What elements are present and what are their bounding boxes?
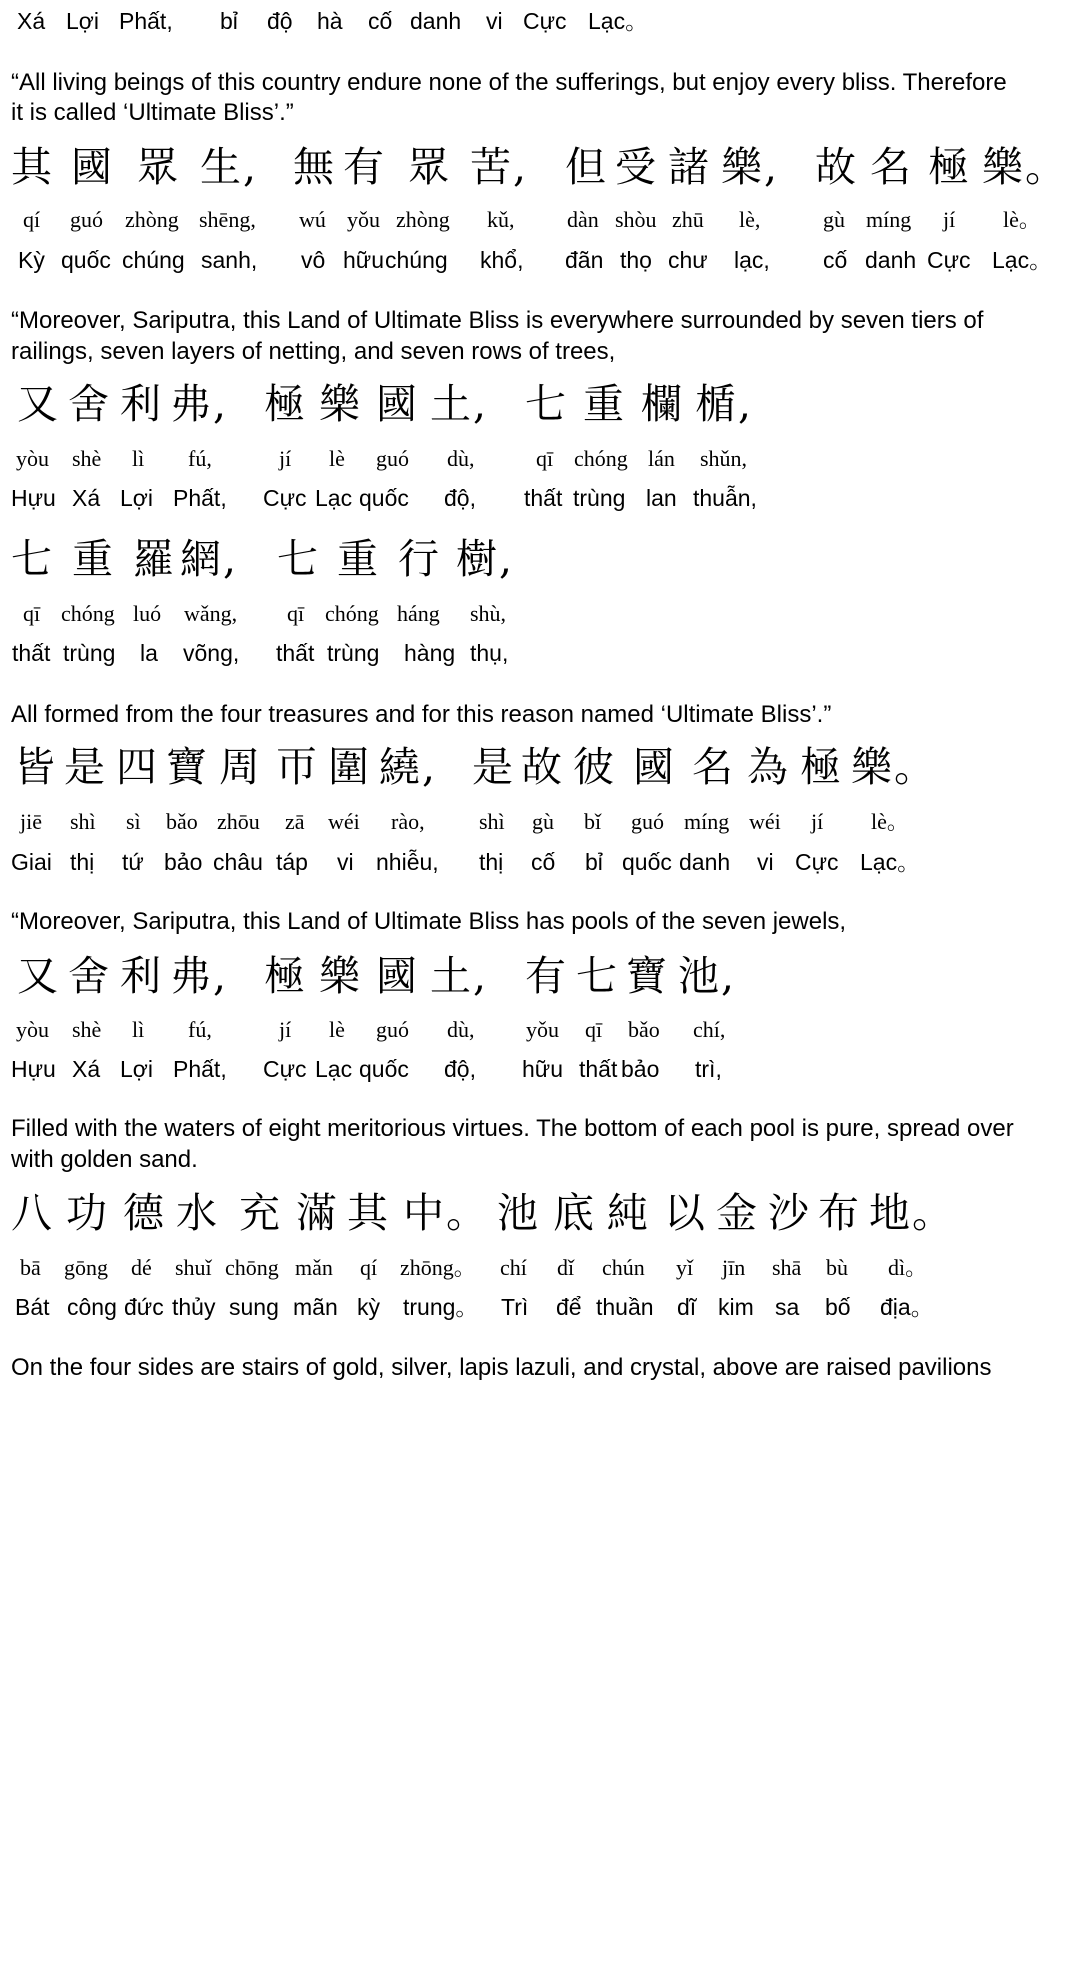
pinyin-syllable: shì [70,809,96,834]
vietnamese-word: bỉ [585,849,603,875]
chinese-character: 樂 [319,952,362,1000]
vietnamese-word: tứ [122,849,144,875]
vietnamese-word: táp [276,849,308,875]
chinese-character: 名 [870,143,913,191]
vietnamese-word: dĩ [677,1294,697,1320]
vietnamese-word: lạc, [734,247,770,273]
english-translation-line: “Moreover, Sariputra, this Land of Ultimate Bliss has pools of the seven jewels, [11,908,847,935]
pinyin-syllable: lè。 [871,809,909,834]
chinese-character: 樂。 [982,143,1068,191]
chinese-character: 純 [607,1189,650,1237]
vietnamese-word: Cực [927,247,971,273]
chinese-character: 極 [928,143,971,191]
vietnamese-word: quốc [61,247,111,273]
pinyin-syllable: shā [772,1255,802,1280]
chinese-character: 眾 [137,143,180,191]
vietnamese-word: Giai [11,849,52,875]
chinese-character: 帀 [276,743,319,791]
chinese-character: 水 [176,1189,219,1237]
vietnamese-word: sa [775,1294,800,1320]
pinyin-syllable: zhōng。 [400,1255,476,1280]
vietnamese-word: Lạc。 [992,247,1053,273]
chinese-character: 四 [116,743,159,791]
chinese-character: 極 [800,743,843,791]
pinyin-syllable: kǔ, [487,207,515,232]
chinese-character: 故 [521,743,564,791]
pinyin-syllable: fú, [188,1017,212,1042]
chinese-character: 利 [120,380,163,428]
chinese-character: 功 [66,1189,109,1237]
vietnamese-word: Lợi [120,1056,153,1082]
vietnamese-word: để [556,1294,582,1320]
chinese-character: 重 [337,535,380,583]
pinyin-syllable: guó [376,1017,409,1042]
pinyin-syllable: bù [826,1255,848,1280]
vietnamese-word: cố [823,247,848,273]
vietnamese-word: Lợi [120,485,153,511]
english-translation-line: railings, seven layers of netting, and seven rows of trees, [11,338,616,365]
chinese-character: 利 [120,952,163,1000]
vietnamese-word: hàng [404,640,456,666]
vietnamese-word: chư [668,247,708,273]
vietnamese-word: Hựu [11,485,56,511]
chinese-character: 地。 [869,1189,955,1237]
chinese-character: 舍 [68,952,111,1000]
chinese-character: 網, [180,535,239,583]
pinyin-syllable: qí [360,1255,378,1280]
pinyin-syllable: jiē [20,809,42,834]
pinyin-syllable: yǒu [347,207,380,232]
pinyin-syllable: zhōu [217,809,260,834]
chinese-character: 羅 [133,535,176,583]
chinese-character: 故 [815,143,858,191]
english-translation-line: it is called ‘Ultimate Bliss’.” [11,99,294,126]
pinyin-syllable: lì [132,446,145,471]
vietnamese-word: Lạc。 [588,8,649,34]
chinese-character: 有 [343,143,386,191]
vietnamese-word: thủy [172,1294,216,1320]
vietnamese-word: Lạc [315,1056,353,1082]
chinese-character: 弗, [170,952,229,1000]
pinyin-syllable: yòu [16,1017,49,1042]
chinese-character: 舍 [68,380,111,428]
chinese-character: 但 [565,143,608,191]
chinese-character: 滿 [296,1189,339,1237]
chinese-character: 寶 [166,743,209,791]
vietnamese-word: trùng [63,640,116,666]
vietnamese-word: độ [267,8,293,34]
vietnamese-word: thụ, [470,640,509,666]
pinyin-syllable: wǎng, [184,601,238,626]
vietnamese-word: thất [524,485,563,511]
pinyin-syllable: bā [20,1255,41,1280]
vietnamese-word: châu [213,849,263,875]
pinyin-syllable: shè [72,446,102,471]
vietnamese-word: danh [865,247,917,273]
vietnamese-word: kỳ [357,1294,380,1320]
vietnamese-word: trùng [573,485,626,511]
vietnamese-word: võng, [183,640,240,666]
pinyin-syllable: qī [287,601,305,626]
vietnamese-word: vi [757,849,774,875]
vietnamese-word: thị [479,849,504,875]
chinese-character: 以 [664,1189,707,1237]
vietnamese-word: đức [124,1294,164,1320]
vietnamese-word: Cực [795,849,839,875]
pinyin-syllable: zhū [672,207,704,232]
pinyin-syllable: zhòng [125,207,179,232]
pinyin-syllable: chí, [693,1017,726,1042]
pinyin-syllable: dù, [447,1017,475,1042]
vietnamese-word: mãn [293,1294,338,1320]
chinese-character: 土, [430,380,489,428]
pinyin-syllable: guó [376,446,409,471]
vietnamese-word: bố [825,1294,851,1320]
chinese-character: 諸 [668,143,711,191]
chinese-character: 重 [72,535,115,583]
vietnamese-word: vi [486,8,503,34]
vietnamese-word: lan [646,485,677,511]
chinese-character: 彼 [573,743,616,791]
chinese-character: 楯, [695,380,754,428]
chinese-character: 土, [430,952,489,1000]
pinyin-syllable: lè [329,446,345,471]
pinyin-syllable: míng [866,207,912,232]
vietnamese-word: sung [229,1294,279,1320]
chinese-character: 周 [219,743,262,791]
chinese-character: 又 [17,380,60,428]
vietnamese-word: cố [531,849,556,875]
chinese-character: 池 [497,1189,540,1237]
pinyin-syllable: shù, [470,601,507,626]
pinyin-syllable: qī [536,446,554,471]
vietnamese-word: vô [301,247,326,273]
english-translation-line: “All living beings of this country endure none of the sufferings, but enjoy every bliss. Therefore [11,69,1007,96]
chinese-character: 極 [264,380,307,428]
chinese-character: 生, [200,143,259,191]
pinyin-syllable: chóng [574,446,628,471]
vietnamese-word: Phất, [173,1056,227,1082]
vietnamese-word: nhiễu, [376,849,439,875]
vietnamese-word: thất [579,1056,618,1082]
pinyin-syllable: shè [72,1017,102,1042]
pinyin-syllable: chóng [61,601,115,626]
chinese-character: 寶 [626,952,669,1000]
pinyin-syllable: yǐ [676,1255,694,1280]
pinyin-syllable: bǐ [584,809,602,834]
vietnamese-word: bảo [621,1056,660,1082]
vietnamese-word: Lợi [66,8,99,34]
chinese-character: 國 [633,743,676,791]
vietnamese-word: Phất, [173,485,227,511]
vietnamese-word: độ, [444,1056,476,1082]
pinyin-syllable: rào, [391,809,425,834]
chinese-character: 國 [376,380,419,428]
chinese-character: 樂 [319,380,362,428]
pinyin-syllable: bǎo [628,1017,660,1042]
pinyin-syllable: luó [133,601,162,626]
pinyin-syllable: háng [397,601,440,626]
vietnamese-word: Xá [72,1056,101,1082]
pinyin-syllable: gù [823,207,845,232]
chinese-character: 樹, [456,535,515,583]
chinese-character: 是 [472,743,515,791]
chinese-character: 沙 [768,1189,811,1237]
chinese-character: 八 [11,1189,54,1237]
pinyin-syllable: guó [70,207,103,232]
chinese-character: 眾 [408,143,451,191]
vietnamese-word: quốc [622,849,672,875]
vietnamese-word: Bát [15,1294,50,1320]
chinese-character: 行 [398,535,441,583]
chinese-character: 金 [716,1189,759,1237]
vietnamese-word: Cực [263,1056,307,1082]
vietnamese-word: thuần [596,1294,654,1320]
pinyin-syllable: shēng, [199,207,256,232]
chinese-character: 弗, [170,380,229,428]
chinese-character: 無 [293,143,336,191]
pinyin-syllable: qí [23,207,41,232]
vietnamese-word: Kỳ [18,247,45,273]
vietnamese-word: chúng [122,247,185,273]
pinyin-syllable: lè, [739,207,761,232]
chinese-character: 其 [11,143,54,191]
pinyin-syllable: wéi [749,809,781,834]
vietnamese-word: thuẫn, [693,485,757,511]
vietnamese-word: địa。 [880,1294,934,1320]
chinese-character: 底 [553,1189,596,1237]
vietnamese-word: trùng [327,640,380,666]
pinyin-syllable: yòu [16,446,49,471]
pinyin-syllable: chún [602,1255,645,1280]
chinese-character: 為 [747,743,790,791]
vietnamese-word: Lạc。 [860,849,921,875]
vietnamese-word: hữu [522,1056,563,1082]
pinyin-syllable: guó [631,809,664,834]
vietnamese-word: thị [70,849,95,875]
chinese-character: 繞, [379,743,438,791]
vietnamese-word: Xá [72,485,101,511]
pinyin-syllable: lè。 [1003,207,1041,232]
chinese-character: 名 [692,743,735,791]
pinyin-syllable: míng [684,809,730,834]
chinese-character: 極 [264,952,307,1000]
pinyin-syllable: lì [132,1017,145,1042]
vietnamese-word: chúng [385,247,448,273]
chinese-character: 中。 [403,1189,489,1237]
pinyin-syllable: mǎn [295,1255,333,1280]
chinese-character: 國 [71,143,114,191]
vietnamese-word: sanh, [201,247,258,273]
vietnamese-word: bảo [164,849,203,875]
chinese-character: 樂, [721,143,780,191]
pinyin-syllable: lè [329,1017,345,1042]
chinese-character: 受 [615,143,658,191]
vietnamese-word: kim [718,1294,754,1320]
pinyin-syllable: qī [585,1017,603,1042]
chinese-character: 皆 [14,743,57,791]
chinese-character: 有 [525,952,568,1000]
chinese-character: 苦, [470,143,529,191]
pinyin-syllable: lán [648,446,675,471]
chinese-character: 七 [277,535,320,583]
pinyin-syllable: chí [500,1255,527,1280]
pinyin-syllable: dì。 [888,1255,928,1280]
pinyin-syllable: jīn [722,1255,746,1280]
chinese-character: 重 [583,380,626,428]
vietnamese-word: công [67,1294,117,1320]
vietnamese-word: vi [337,849,354,875]
vietnamese-word: hữu [343,247,384,273]
chinese-character: 圍 [328,743,371,791]
vietnamese-word: đãn [565,247,604,273]
pinyin-syllable: qī [23,601,41,626]
vietnamese-word: bỉ [220,8,238,34]
pinyin-syllable: shì [479,809,505,834]
pinyin-syllable: gù [532,809,554,834]
pinyin-syllable: gōng [64,1255,108,1280]
pinyin-syllable: jí [279,1017,292,1042]
vietnamese-word: Trì [501,1294,529,1320]
vietnamese-word: khổ, [480,247,524,273]
chinese-character: 七 [576,952,619,1000]
vietnamese-word: Lạc [315,485,353,511]
vietnamese-word: Hựu [11,1056,56,1082]
pinyin-syllable: dé [131,1255,152,1280]
pinyin-syllable: wú [299,207,326,232]
pinyin-syllable: jí [811,809,824,834]
pinyin-syllable: jí [943,207,956,232]
vietnamese-word: thất [12,640,51,666]
chinese-character: 充 [239,1189,282,1237]
vietnamese-word: trung。 [403,1294,479,1320]
english-translation-line: Filled with the waters of eight meritorious virtues. The bottom of each pool is pure, spread over [11,1115,1014,1142]
vietnamese-word: cố [368,8,393,34]
vietnamese-word: Phất, [119,8,173,34]
vietnamese-word: hà [317,8,343,34]
chinese-character: 是 [64,743,107,791]
pinyin-syllable: yǒu [526,1017,559,1042]
pinyin-syllable: sì [126,809,141,834]
pinyin-syllable: bǎo [166,809,198,834]
english-translation-line: On the four sides are stairs of gold, silver, lapis lazuli, and crystal, above are raised pavilions [11,1354,992,1381]
vietnamese-word: Cực [523,8,567,34]
pinyin-syllable: shǔn, [700,446,748,471]
vietnamese-word: độ, [444,485,476,511]
chinese-character: 布 [818,1189,861,1237]
chinese-character: 其 [347,1189,390,1237]
pinyin-syllable: chóng [325,601,379,626]
chinese-character: 池, [678,952,737,1000]
vietnamese-word: quốc [359,485,409,511]
pinyin-syllable: fú, [188,446,212,471]
pinyin-syllable: dù, [447,446,475,471]
english-translation-line: with golden sand. [11,1146,198,1173]
vietnamese-word: danh [679,849,731,875]
pinyin-syllable: chōng [225,1255,279,1280]
vietnamese-word: quốc [359,1056,409,1082]
vietnamese-word: Xá [17,8,46,34]
pinyin-syllable: zhòng [396,207,450,232]
pinyin-syllable: shuǐ [175,1255,212,1280]
chinese-character: 德 [123,1189,166,1237]
chinese-character: 七 [525,380,568,428]
english-translation-line: “Moreover, Sariputra, this Land of Ultimate Bliss is everywhere surrounded by seven tiers of [11,307,984,334]
vietnamese-word: la [140,640,158,666]
pinyin-syllable: shòu [615,207,657,232]
pinyin-syllable: jí [279,446,292,471]
chinese-character: 欄 [641,380,684,428]
vietnamese-word: thất [276,640,315,666]
english-translation-line: All formed from the four treasures and for this reason named ‘Ultimate Bliss’.” [11,701,832,728]
vietnamese-word: thọ [620,247,652,273]
pinyin-syllable: dàn [567,207,599,232]
chinese-character: 國 [376,952,419,1000]
pinyin-syllable: wéi [328,809,360,834]
chinese-character: 樂。 [851,743,937,791]
vietnamese-word: trì, [695,1056,722,1082]
pinyin-syllable: zā [285,809,305,834]
vietnamese-word: danh [410,8,462,34]
vietnamese-word: Cực [263,485,307,511]
chinese-character: 又 [17,952,60,1000]
chinese-character: 七 [11,535,54,583]
pinyin-syllable: dǐ [557,1255,575,1280]
